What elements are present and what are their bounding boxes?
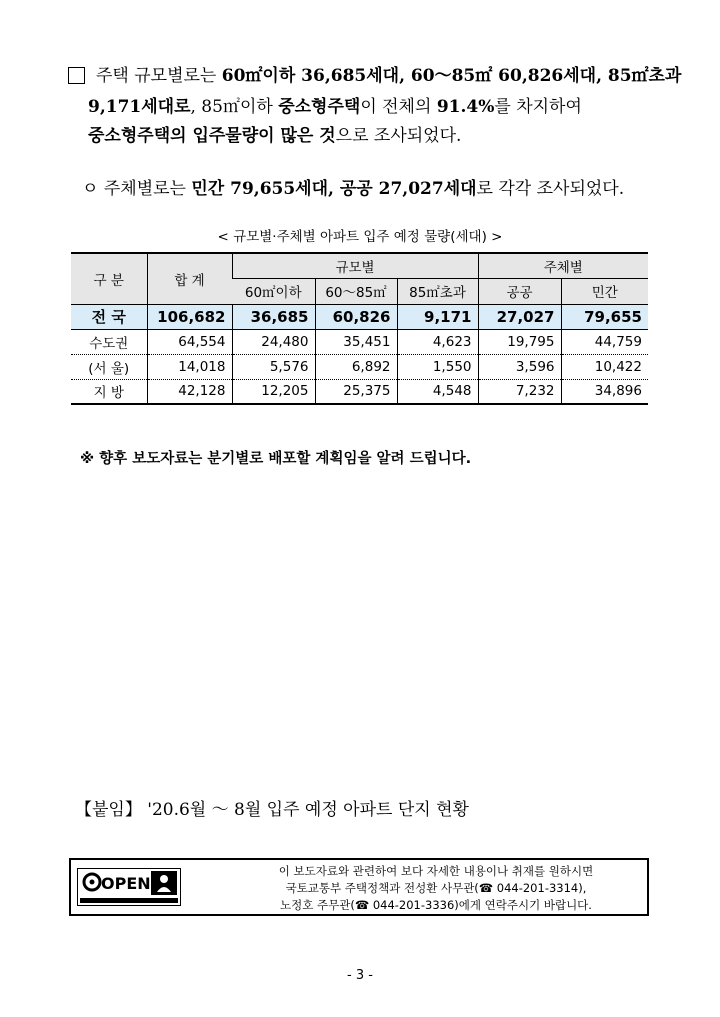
checkbox-square-icon bbox=[68, 67, 85, 84]
table-cell: 42,128 bbox=[147, 379, 232, 404]
table-cell: 64,554 bbox=[147, 329, 232, 354]
attachment-text: '20.6월 ～ 8월 입주 예정 아파트 단지 현황 bbox=[147, 800, 469, 820]
row-label: 수도권 bbox=[71, 329, 147, 354]
table-cell: 4,548 bbox=[397, 379, 478, 404]
header-size-group: 규모별 bbox=[232, 253, 478, 278]
bullet-icon: ㅇ bbox=[82, 179, 99, 199]
bold-text: 민간 79,655세대, 공공 27,027세대 bbox=[191, 179, 477, 199]
table-cell: 12,205 bbox=[232, 379, 315, 404]
text: 주택 규모별로는 bbox=[96, 66, 222, 86]
table-cell: 24,480 bbox=[232, 329, 315, 354]
text: 로 각각 조사되었다. bbox=[476, 179, 625, 199]
table-cell: 3,596 bbox=[478, 354, 561, 379]
table-cell: 34,896 bbox=[561, 379, 648, 404]
table-caption: < 규모별·주체별 아파트 입주 예정 물량(세대) > bbox=[217, 229, 503, 245]
table-row bbox=[71, 379, 648, 404]
text: , 85㎡이하 bbox=[190, 97, 279, 117]
header-size-col: 85㎡초과 bbox=[397, 278, 478, 304]
table-cell: 5,576 bbox=[232, 354, 315, 379]
contact-line: 이 보도자료와 관련하여 보다 자세한 내용이나 취재를 원하시면 bbox=[278, 864, 594, 878]
header-entity-col: 민간 bbox=[561, 278, 648, 304]
contact-info bbox=[231, 863, 641, 914]
bold-text: 9,171세대로 bbox=[88, 97, 191, 117]
header-size-col: 60㎡이하 bbox=[232, 278, 315, 304]
table-cell: 35,451 bbox=[315, 329, 397, 354]
table-cell: 19,795 bbox=[478, 329, 561, 354]
page-number: - 3 - bbox=[347, 968, 373, 983]
contact-box bbox=[69, 858, 649, 916]
table-cell: 79,655 bbox=[561, 304, 648, 329]
header-entity-group: 주체별 bbox=[478, 253, 648, 278]
header-total: 합 계 bbox=[147, 253, 232, 304]
table-cell: 7,232 bbox=[478, 379, 561, 404]
header-entity-col: 공공 bbox=[478, 278, 561, 304]
table-row bbox=[71, 329, 648, 354]
row-label: (서 울) bbox=[71, 354, 147, 379]
attachment-label: 【붙임】 bbox=[75, 800, 142, 820]
contact-line: 노정호 주무관(☎ 044-201-3336)에게 연락주시기 바랍니다. bbox=[280, 898, 592, 912]
table-cell: 10,422 bbox=[561, 354, 648, 379]
logo-text: OPEN bbox=[101, 874, 151, 893]
housing-supply-table bbox=[71, 252, 648, 405]
header-category: 구 분 bbox=[71, 253, 147, 304]
attachment-line bbox=[75, 795, 469, 820]
contact-line: 국토교통부 주택정책과 전성환 사무관(☎ 044-201-3314), bbox=[285, 881, 587, 895]
paragraph2 bbox=[82, 177, 624, 201]
table-cell: 44,759 bbox=[561, 329, 648, 354]
paragraph1-line3 bbox=[88, 124, 461, 148]
table-cell: 36,685 bbox=[232, 304, 315, 329]
table-cell: 6,892 bbox=[315, 354, 397, 379]
text: 주체별로는 bbox=[103, 179, 192, 199]
row-label: 지 방 bbox=[93, 385, 124, 402]
text: 를 차지하여 bbox=[494, 97, 582, 117]
table-cell: 25,375 bbox=[315, 379, 397, 404]
paragraph1-line2 bbox=[88, 95, 582, 119]
bold-text: 91.4% bbox=[436, 97, 495, 117]
bold-text: 60㎡이하 36,685세대, 60～85㎡ 60,826세대, 85㎡초과 bbox=[221, 66, 682, 86]
text: 으로 조사되었다. bbox=[335, 126, 462, 146]
table-cell: 9,171 bbox=[397, 304, 478, 329]
bold-text: 중소형주택의 입주물량이 많은 것 bbox=[88, 126, 336, 146]
table-row bbox=[71, 354, 648, 379]
table-cell: 106,682 bbox=[147, 304, 232, 329]
text: 이 전체의 bbox=[360, 97, 437, 117]
header-size-col: 60～85㎡ bbox=[315, 278, 397, 304]
table-cell: 27,027 bbox=[478, 304, 561, 329]
table-cell: 1,550 bbox=[397, 354, 478, 379]
row-label: 전 국 bbox=[71, 304, 147, 329]
bold-text: 중소형주택 bbox=[278, 97, 361, 117]
table-cell: 4,623 bbox=[397, 329, 478, 354]
table-row-total bbox=[71, 304, 648, 329]
table-cell: 60,826 bbox=[315, 304, 397, 329]
open-license-logo-icon bbox=[77, 868, 181, 906]
distribution-note: ※ 향후 보도자료는 분기별로 배포할 계획임을 알려 드립니다. bbox=[80, 451, 472, 467]
paragraph1-line1 bbox=[96, 64, 681, 88]
table-cell: 14,018 bbox=[147, 354, 232, 379]
